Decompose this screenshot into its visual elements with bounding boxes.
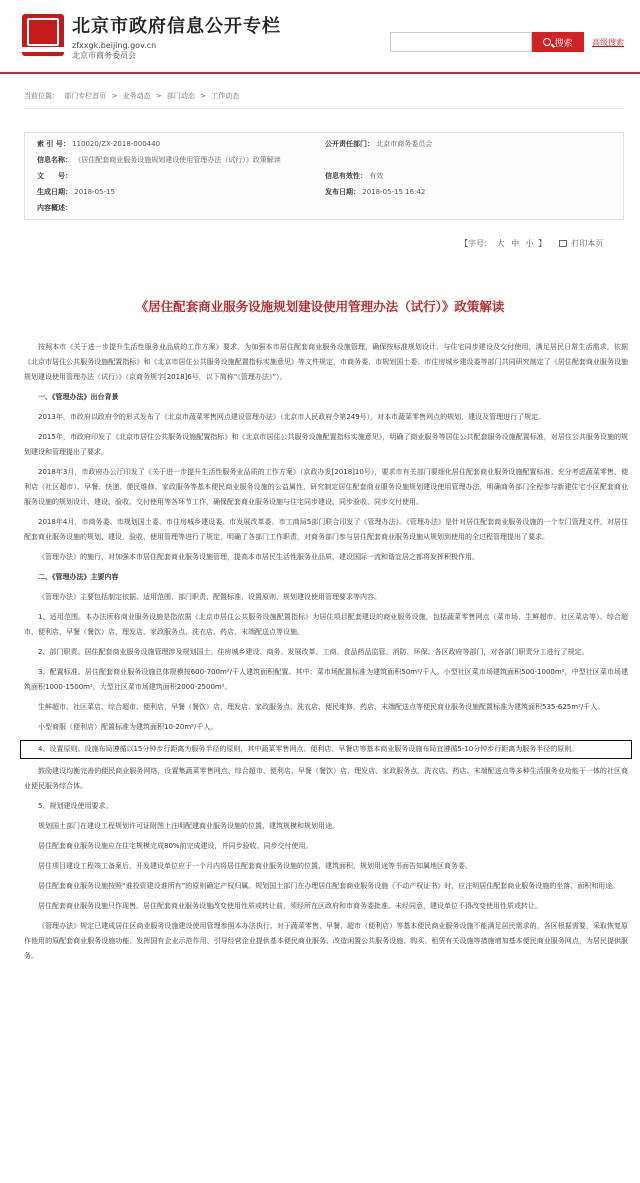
paragraph: 居住配套商业服务设施只作现售。居住配套商业服务设施改变使用性质或转让前，须经所在区政府和市商务委批准。未经同意，建设单位不得改变使用性质或转让。 — [38, 902, 542, 910]
paragraph: 2018年4月，市商务委、市规划国土委、市住房城乡建设委、市发展改革委、市工商局5部门联合印发了《管理办法》。《管理办法》是针对居住配套商业服务设施的一个专门管理文件，对居住配套商业服务设施的规划、建设、验收、使用管理等进行了规定，明确了各部门工作职责，对商务部门参与居住配套商业服务设施从规划到使用的全过程管理提出了要求。 — [24, 518, 628, 541]
paragraph: 2、部门职责。居住配套商业服务设施管理涉及规划国土、住房城乡建设、商务、发展改革、工商、食品药品监管、消防、环保、各区政府等部门，对各部门职责分工进行了规定。 — [38, 648, 589, 656]
meta-label: 索 引 号： — [37, 140, 70, 148]
section-heading: 二、《管理办法》主要内容 — [38, 573, 119, 581]
paragraph: 1、适用范围。本办法所称商业服务设施是指依据《北京市居住公共服务设施配置指标》为居住项目配套建设的商业服务设施，包括蔬菜零售网点（菜市场、生鲜超市、社区菜店等）、综合超市、便利店、早餐（餐饮）店、理发店、家政服务点、洗衣店、药店、末端配送点等设施。 — [24, 613, 628, 636]
beijing-logo-icon[interactable] — [22, 14, 64, 56]
page-tools — [460, 238, 603, 249]
paragraph: 按照本市《关于进一步提升生活性服务业品质的工作方案》要求，为加强本市居住配套商业服务设施管理，确保按标准规划设计、与住宅同步建设及交付使用，满足居民日常生活需求，依据《北京市居住公共服务设施配置指标》和《北京市居住公共服务设施配置指标实施意见》等文件规定，市商务委、市规划国土委、市住房城乡建设委等部门共同研究制定了《居住配套商业服务设施规划建设使用管理办法（试行）》（京商务规字[2018]6号，以下简称“《管理办法》”）。 — [24, 343, 628, 381]
meta-label: 公开责任部门： — [325, 140, 374, 148]
search-button-label: 搜索 — [554, 37, 573, 48]
paragraph: 居住项目建设工程竣工备案后，开发建设单位应于一个月内将居住配套商业服务设施的位置、建筑面积、规划用途等书面告知属地区商务委。 — [38, 862, 472, 870]
printer-icon[interactable] — [559, 240, 567, 247]
breadcrumb-work[interactable]: 工作动态 — [211, 92, 240, 100]
breadcrumb-sep: > — [200, 92, 207, 100]
meta-value: 2018-05-15 16:42 — [362, 188, 426, 196]
breadcrumb — [24, 92, 624, 109]
breadcrumb-sep: > — [111, 92, 118, 100]
site-title: 北京市政府信息公开专栏 — [72, 16, 281, 37]
breadcrumb-home[interactable]: 部门专栏首页 — [64, 92, 107, 100]
paragraph: 2018年3月，市政府办公厅印发了《关于进一步提升生活性服务业品质的工作方案》（京政办发[2018]10号），要求市有关部门要细化居住配套商业服务设施配置标准；充分考虑蔬菜零售、便利店（社区超市）、早餐、快递、便民维修、家政服务等基本便民商业服务设施的公益属性，研究制定居住配套商业服务设施规划建设使用管理办法，明确商务部门全程参与新建住宅小区配套商业服务设施的规划设计、建设、验收、交付使用等各环节工作，确保配套商业服务设施与住宅同步建设、同步验收、同步交付使用。 — [24, 468, 628, 506]
breadcrumb-business[interactable]: 业务动态 — [122, 92, 151, 100]
paragraph: 生鲜超市、社区菜店、综合超市、便利店、早餐（餐饮）店、理发店、家政服务点、洗衣店、便民维修、药店、末端配送点等便民商业服务设施配置标准为建筑面积535-625m²/千人。 — [38, 703, 605, 711]
font-size-large[interactable]: 大 — [496, 239, 505, 248]
paragraph: 《管理办法》主要包括制定依据、适用范围、部门职责、配置标准、设置原则、规划建设使用管理要求等内容。 — [38, 593, 381, 601]
paragraph: 居住配套商业服务设施按照“谁投资建设谁所有”的原则确定产权归属。规划国土部门在办理居住配套商业服务设施《不动产权证书》时，应注明居住配套商业服务设施的坐落、面积和用途。 — [38, 882, 620, 890]
header-divider — [0, 72, 640, 74]
meta-name-row — [37, 156, 281, 166]
logo-band — [22, 47, 64, 52]
paragraph: 小型商服（便利店）配置标准为建筑面积10-20m²/千人。 — [38, 723, 218, 731]
meta-label: 发布日期： — [325, 188, 360, 196]
meta-label: 文 号： — [37, 172, 72, 180]
site-header — [0, 0, 640, 70]
meta-value: 《居住配套商业服务设施规划建设使用管理办法（试行）》政策解读 — [74, 156, 281, 164]
meta-summary-row — [37, 204, 72, 214]
print-link[interactable]: 打印本页 — [571, 239, 604, 248]
paragraph: 《管理办法》的施行，对加强本市居住配套商业服务设施管理，提高本市居民生活性服务业品质，建设国际一流和谐宜居之都将发挥积极作用。 — [38, 553, 479, 561]
paragraph: 5、规划建设使用要求。 — [38, 802, 113, 810]
meta-value: 北京市商务委员会 — [376, 140, 433, 148]
meta-label: 信息名称： — [37, 156, 72, 164]
paragraph: 居住配套商业服务设施应在住宅规模完成80%前完成建设，并同步验收、同步交付使用。 — [38, 842, 313, 850]
meta-docno-row — [37, 172, 72, 182]
highlighted-paragraph: 4、设置原则。设施布局遵循以15分钟步行距离为服务半径的原则，其中蔬菜零售网点、便利店、早餐店等基本商业服务设施布局宜遵循5-10分钟步行距离为服务半径的原则。 — [20, 740, 632, 759]
paragraph: 鼓励建设均衡完善的便民商业服务网络，设置集蔬菜零售网点、综合超市、便利店、早餐（餐饮）店、理发店、家政服务点、洗衣店、药店、末端配送点等多种生活服务业功能于一体的社区商业便民服务综合体。 — [24, 767, 628, 790]
meta-value: 110020/ZX-2018-000440 — [72, 140, 161, 148]
advanced-search-link[interactable]: 高级搜索 — [592, 38, 624, 47]
font-size-medium[interactable]: 中 — [511, 239, 520, 248]
breadcrumb-sep: > — [155, 92, 162, 100]
meta-label: 生成日期： — [37, 188, 72, 196]
search-button[interactable] — [532, 32, 584, 52]
meta-validity-row — [325, 172, 383, 182]
site-org: 北京市商务委员会 — [72, 51, 136, 60]
site-domain: zfxxgk.beijing.gov.cn — [72, 41, 157, 50]
meta-dept-row — [325, 140, 432, 150]
paragraph: 2013年，市政府以政府令的形式发布了《北京市蔬菜零售网点建设管理办法》（北京市人民政府令第249号），对本市蔬菜零售网点的规划、建设及管理进行了规定。 — [38, 413, 546, 421]
paragraph: 规划国土部门在建设工程规划许可证附图上注明配建商业服务设施的位置、建筑规模和规划用途。 — [38, 822, 339, 830]
meta-index-row — [37, 140, 160, 150]
meta-value: 2018-05-15 — [74, 188, 115, 196]
search-icon — [543, 38, 551, 46]
font-size-small[interactable]: 小 — [525, 239, 534, 248]
article-body — [24, 340, 628, 969]
paragraph: 2015年，市政府印发了《北京市居住公共服务设施配置指标》和《北京市居住公共服务设施配置指标实施意见》，明确了商业服务等居住公共配套服务设施配置标准，对居住公共服务设施的规划建设和管理提出了要求。 — [24, 433, 628, 456]
meta-gendate-row — [37, 188, 115, 198]
font-size-close: 】 — [538, 239, 547, 248]
metadata-table — [24, 132, 624, 220]
paragraph: 3、配置标准。居住配套商业服务设施总体规模按600-700m²/千人建筑面积配置。其中：菜市场配置标准为建筑面积50m²/千人。小型社区菜市场建筑面积500-1000m²，中型社区菜市场建筑面积1000-1500m²，大型社区菜市场建筑面积2000-2500m²。 — [24, 668, 628, 691]
meta-label: 信息有效性： — [325, 172, 367, 180]
breadcrumb-prefix: 当前位置： — [24, 92, 59, 100]
search-input[interactable] — [390, 32, 532, 52]
paragraph: 《管理办法》规定已建成居住区商业服务设施建设使用管理参照本办法执行。对于蔬菜零售、早餐、超市（便利店）等基本便民商业服务设施不能满足居民需求的，各区根据需要，采取恢复原作他用的原配套商业服务设施功能、发挥国有企业示范作用、引导经营企业提供基本便民商业服务、改造闲置公共服务设施、购买、租赁有关设施等措施增加基本便民商业服务网点，为居民提供服务。 — [24, 922, 628, 960]
article-title: 《居住配套商业服务设施规划建设使用管理办法（试行）》政策解读 — [135, 299, 505, 314]
section-heading: 一、《管理办法》出台背景 — [38, 393, 119, 401]
meta-pubdate-row — [325, 188, 425, 198]
meta-label: 内容概述： — [37, 204, 72, 212]
meta-value: 有效 — [369, 172, 384, 180]
font-size-label: 【字号： — [460, 239, 492, 248]
breadcrumb-dept[interactable]: 部门动态 — [166, 92, 195, 100]
seal-frame — [27, 18, 59, 46]
